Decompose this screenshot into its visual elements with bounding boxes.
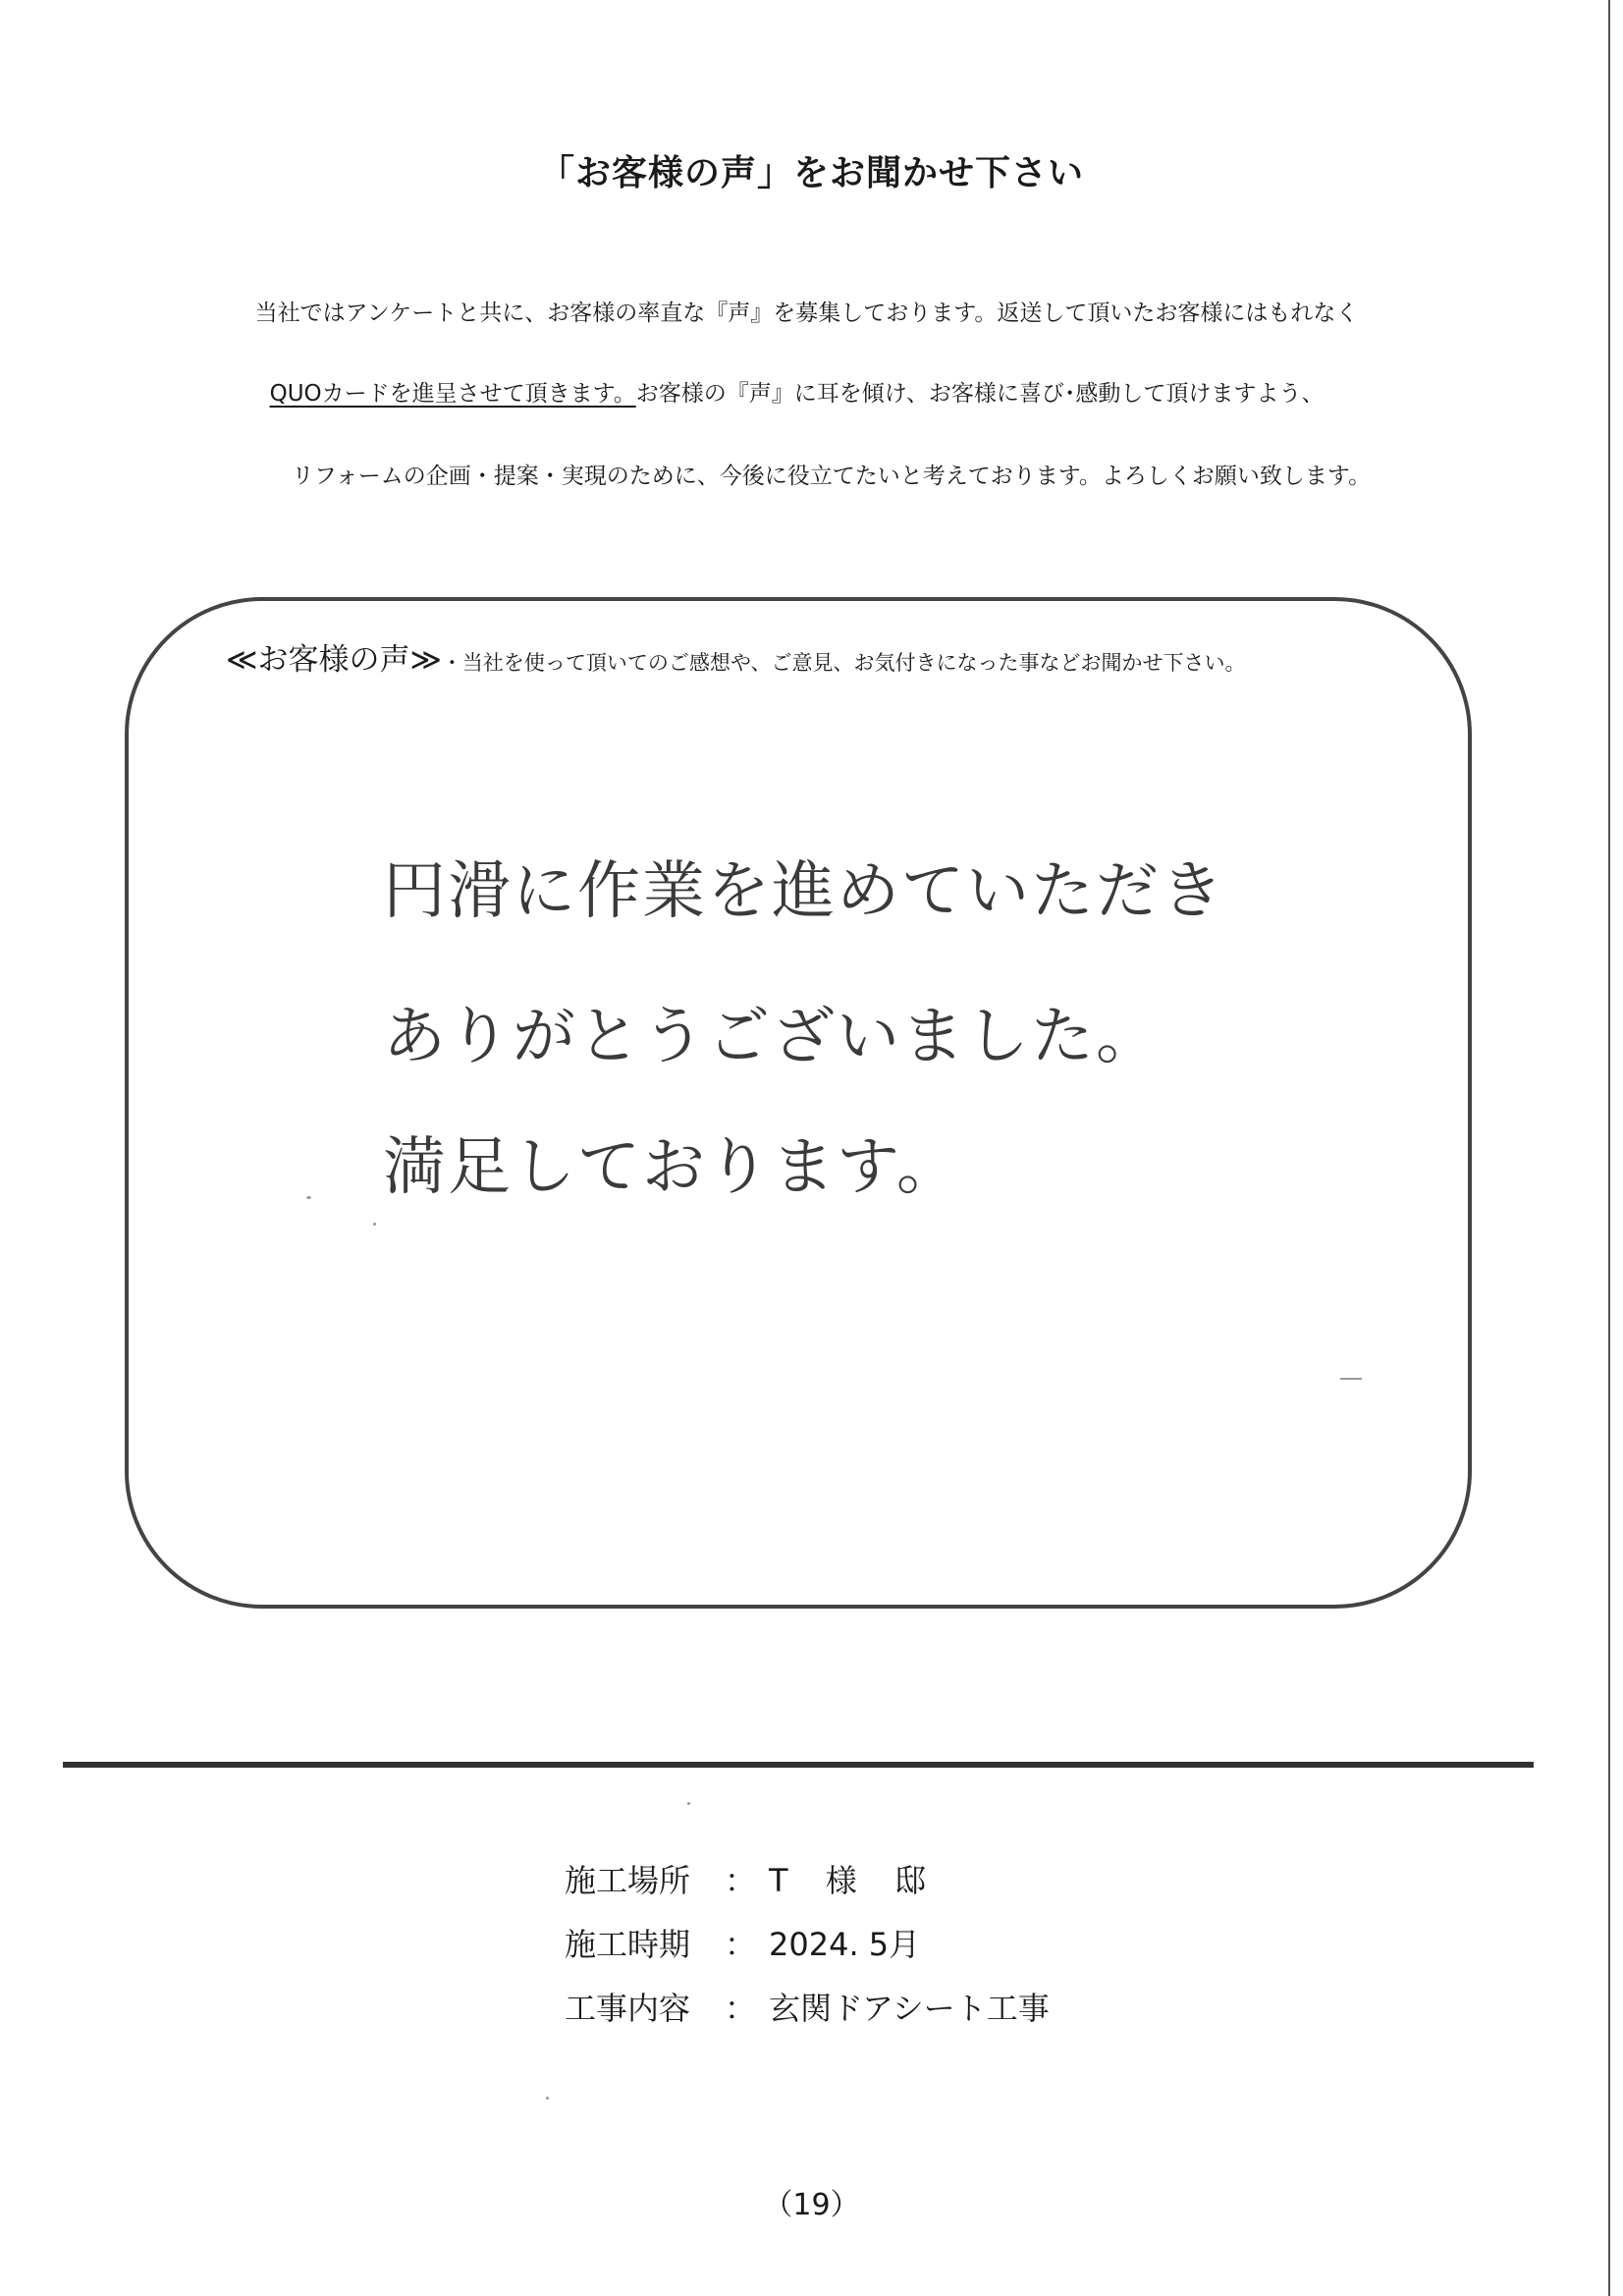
scan-speck: [306, 1196, 311, 1199]
section-divider: [63, 1762, 1534, 1768]
detail-separator: ：: [724, 1862, 756, 1899]
quo-card-offer: QUOカードを進呈させて頂きます。: [269, 381, 636, 407]
detail-period: [565, 1920, 920, 1965]
comment-line-1: 円滑に作業を進めていただき: [383, 855, 1225, 928]
scan-speck: [687, 1802, 690, 1805]
page-title: 「お客様の声」をお聞かせ下さい: [538, 153, 1084, 193]
customer-voice-box: [125, 597, 1472, 1609]
detail-value: 玄関ドアシート工事: [769, 1990, 1050, 2027]
scan-speck: [373, 1223, 376, 1226]
intro-line-3: リフォームの企画・提案・実現のために、今後に役立てたいと考えております。よろしくお願い致します。: [291, 464, 1372, 489]
scan-speck: [546, 2097, 549, 2100]
page-edge-line: [1608, 0, 1610, 2296]
comment-line-3: 満足しております。: [383, 1131, 961, 1204]
detail-value: 2024. 5月: [769, 1926, 921, 1963]
detail-value: T 様 邸: [769, 1862, 940, 1899]
voice-box-prompt: ・当社を使って頂いてのご感想や、ご意見、お気付きになった事などお聞かせ下さい。: [441, 651, 1246, 675]
intro-line-1: 当社ではアンケートと共に、お客様の率直な『声』を募集しております。返送して頂いたお客様にはもれなく: [254, 301, 1359, 326]
intro-line-2-rest: お客様の『声』に耳を傾け、お客様に喜び･感動して頂けますよう、: [635, 381, 1325, 407]
detail-label: 工事内容: [565, 1990, 691, 2027]
voice-box-header: [226, 634, 1245, 679]
detail-separator: ：: [724, 1990, 756, 2027]
detail-work-content: [565, 1984, 1050, 2029]
detail-label: 施工時期: [565, 1926, 691, 1963]
scan-speck: [1340, 1378, 1362, 1380]
detail-location: [565, 1856, 940, 1901]
detail-separator: ：: [724, 1926, 756, 1963]
intro-line-2: [0, 375, 1608, 408]
voice-box-heading: ≪お客様の声≫: [226, 642, 442, 678]
detail-label: 施工場所: [565, 1862, 691, 1899]
page-number: （19）: [763, 2188, 860, 2222]
comment-line-2: ありがとうございました。: [383, 1001, 1161, 1073]
